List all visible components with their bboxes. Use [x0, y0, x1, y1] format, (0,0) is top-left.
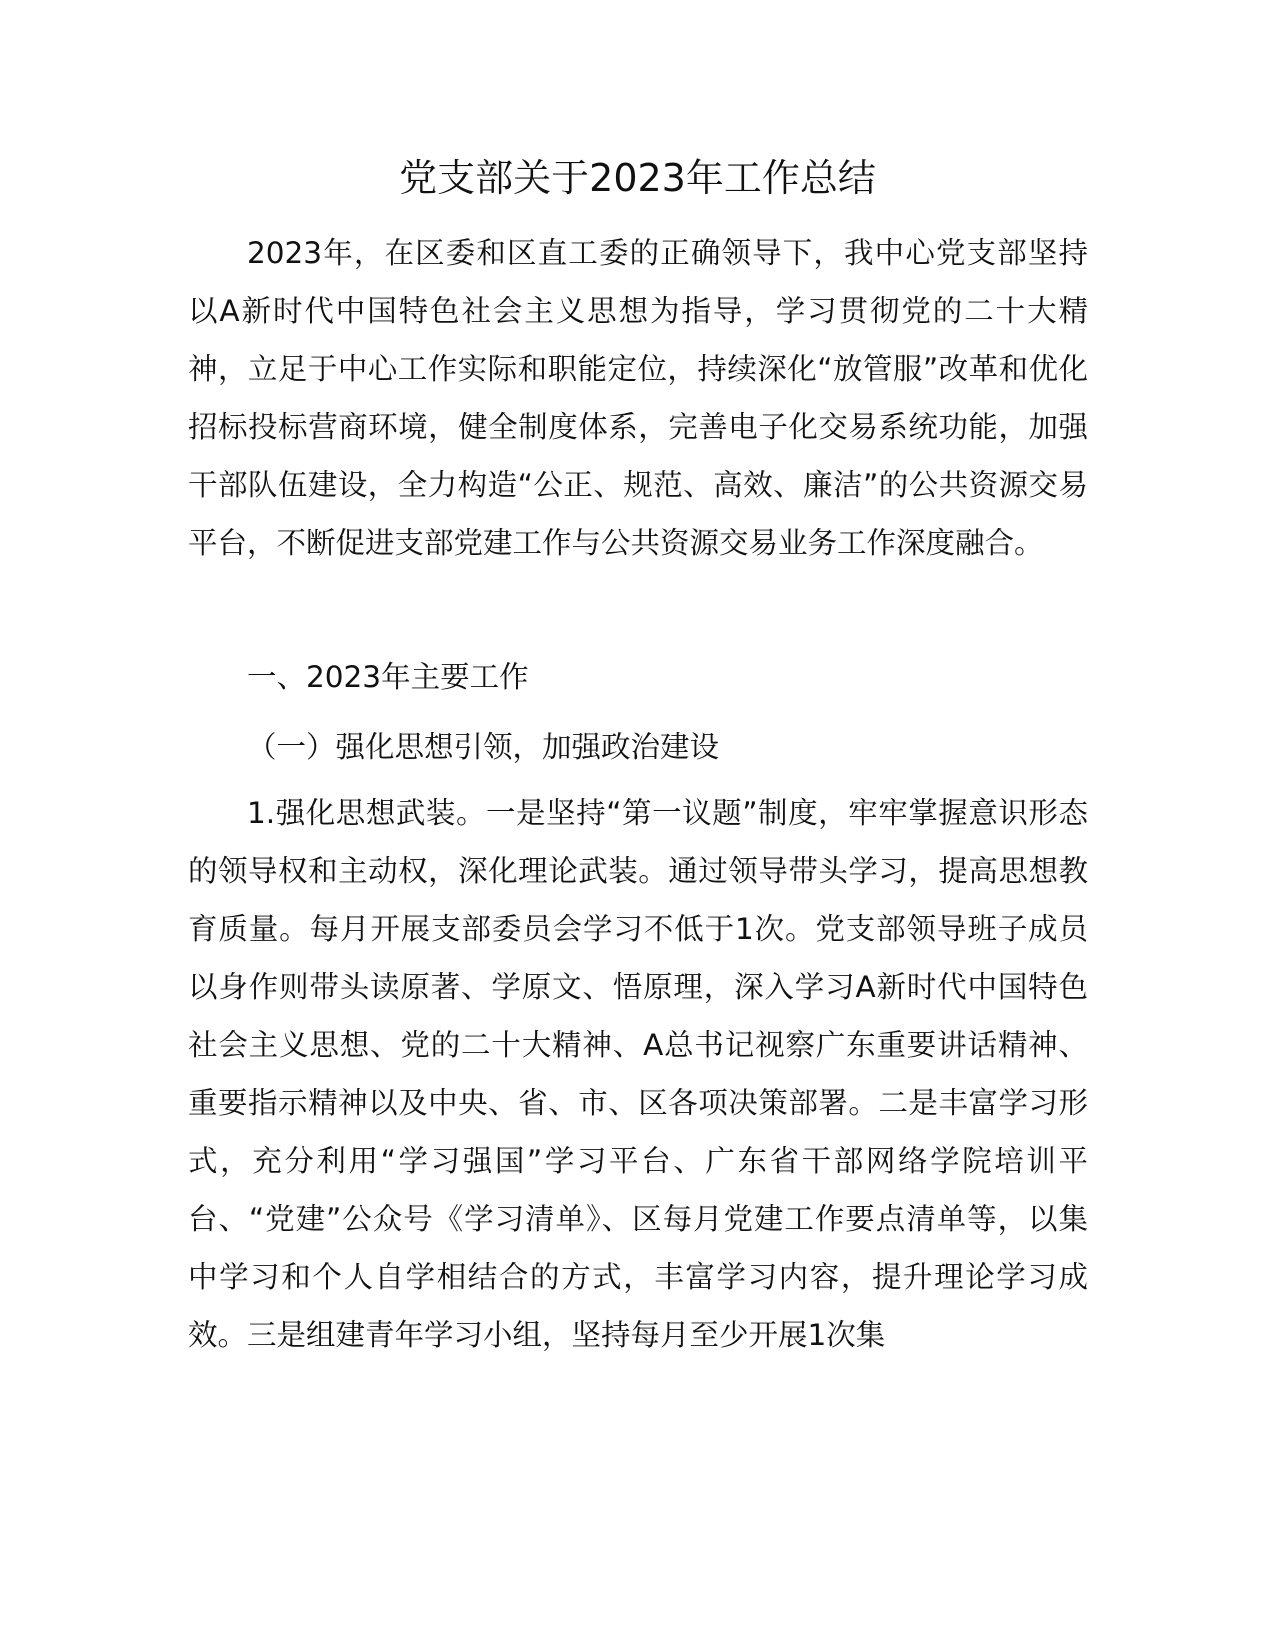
section-heading: 一、2023年主要工作 — [247, 660, 529, 694]
body-paragraph: 1.强化思想武装。一是坚持“第一议题”制度，牢牢掌握意识形态的领导权和主动权，深化理论武装。通过领导带头学习，提高思想教育质量。每月开展支部委员会学习不低于1次。党支部领导班子成员以身作则带头读原著、学原文、悟原理，深入学习A新时代中国特色社会主义思想、党的二十大精神、A总书记视察广东重要讲话精神、重要指示精神以及中央、省、市、区各项决策部署。二是丰富学习形式，充分利用“学习强国”学习平台、广东省干部网络学院培训平台、“党建”公众号《学习清单》、区每月党建工作要点清单等，以集中学习和个人自学相结合的方式，丰富学习内容，提升理论学习成效。三是组建青年学习小组，坚持每月至少开展1次集 — [188, 796, 1088, 1352]
intro-paragraph: 2023年，在区委和区直工委的正确领导下，我中心党支部坚持以A新时代中国特色社会主义思想为指导，学习贯彻党的二十大精神，立足于中心工作实际和职能定位，持续深化“放管服”改革和优化招标投标营商环境，健全制度体系，完善电子化交易系统功能，加强干部队伍建设，全力构造“公正、规范、高效、廉洁”的公共资源交易平台，不断促进支部党建工作与公共资源交易业务工作深度融合。 — [188, 236, 1088, 560]
subsection-heading: （一）强化思想引领，加强政治建设 — [247, 730, 720, 764]
document-title: 党支部关于2023年工作总结 — [399, 156, 876, 200]
